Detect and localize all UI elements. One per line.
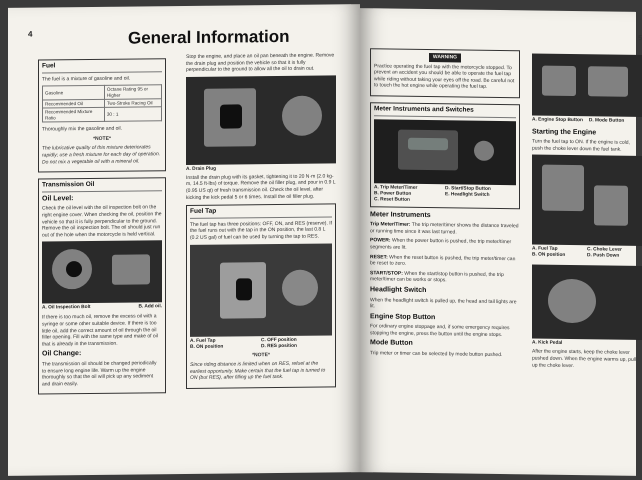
- meter-item-label: START/STOP:: [370, 269, 403, 277]
- choke-captions: [532, 247, 642, 261]
- table-row: [43, 107, 162, 122]
- caption-drain-plug: A. Drain Plug: [186, 166, 217, 172]
- engine-stop-text: For ordinary engine stoppage and, if some emergency requires stopping the engine, press the button until the engine stops.: [370, 323, 510, 338]
- oil-level-text: Check the oil level with the oil inspection bolt on the right engine cover. When checking the oil, position the vehicle so that it is fully perpendicular to the ground. Remove the oil inspection bolt. The oil should just run out of the hole when the motorcycle is held vertical.: [42, 204, 162, 239]
- caption-headlight-switch: E. Headlight Switch: [445, 191, 490, 198]
- headlight-heading: Headlight Switch: [370, 286, 427, 294]
- caption-add-oil: B. Add oil.: [138, 304, 162, 310]
- oil-change-heading: Oil Change:: [42, 350, 82, 358]
- choke-photo: [532, 155, 642, 247]
- caption-engine-stop: A. Engine Stop Button: [532, 117, 583, 123]
- caption-push-down: D. Push Down: [587, 253, 620, 260]
- caption-fuel-tap: A. Fuel Tap: [190, 338, 216, 344]
- fuel-tap-note: Since riding distance is limited when on RES, refuel at the earliest opportunity. Make certain that the fuel tap is turned to ON (but RES), after filling up the fuel tank.: [190, 360, 326, 382]
- fuel-tap-note-label: *NOTE*: [252, 351, 270, 358]
- caption-mode-button: D. Mode Button: [588, 117, 625, 124]
- headlight-text: When the headlight switch is pulled up, the head and tail lights are lit.: [370, 296, 517, 310]
- meter-heading: Meter Instruments and Switches: [374, 106, 516, 118]
- fuel-spec-table: [42, 84, 162, 122]
- fuel-section: [38, 58, 166, 173]
- mix-text: Thoroughly mix the gasoline and oil.: [42, 125, 123, 133]
- caption-power-button: B. Power Button: [374, 190, 412, 197]
- fuel-tap-heading: Fuel Tap: [190, 208, 332, 219]
- oil-level-heading: Oil Level:: [42, 194, 74, 203]
- warning-text: Practice operating the fuel tap with the motorcycle stopped. To prevent an accident you should be able to operate the fuel tap while riding without taking your eyes off the road. Be careful not to touch the hot engine while operating the fuel tap.: [374, 62, 515, 91]
- meter-item-label: RESET:: [370, 253, 388, 260]
- meter-item-text: The trip meter/timer shows the distance traveled or running time since it was last turned.: [370, 221, 519, 236]
- table-row: [43, 85, 162, 100]
- mode-text: Trip meter or timer can be selected by mode button pushed.: [370, 350, 503, 359]
- meter-item-text: When the reset button is pushed, the trip meter/timer can be reset to zero.: [370, 254, 516, 267]
- meter-item-label: Trip Meter/Timer:: [370, 221, 411, 228]
- transmission-oil-section: [38, 177, 166, 394]
- warning-box: [370, 48, 520, 98]
- left-column: [38, 58, 166, 395]
- spec-value: 30 : 1: [104, 107, 161, 121]
- fuel-note: The lubricative quality of this mixture deteriorates rapidly; use a fresh mixture for each day of operation. Do not mix a vegetable oil with a mineral oil.: [42, 144, 161, 166]
- note-label: *NOTE*: [93, 135, 111, 142]
- drain-steps: Install the drain plug with its gasket, tightening it to 20 N·m (2.0 kg-m, 14.5 ft-lbs) of torque. Remove the oil filler plug, and pour in 0.9 L (0.95 US qt) of fresh transmission oil. Check the oil level, after kicking the kick pedal 5 or 6 times. Install the oil filler plug.: [186, 173, 336, 201]
- fuel-heading: Fuel: [42, 62, 162, 73]
- meter-instruments-heading: Meter Instruments: [370, 210, 431, 219]
- meter-item: [370, 270, 520, 285]
- fuel-tap-text: The fuel tap has three positions: OFF, ON, and RES (reserve). If the fuel runs out with the tap in the ON position, the last 0.8 L (0.2 US gal) of fuel can be used by turning the tap to RES.: [190, 220, 333, 241]
- starting-text: Turn the fuel tap to ON. If the engine is cold, push the choke lever down the fuel tank.: [532, 138, 630, 153]
- oil-level-text-2: If there is too much oil, remove the excess oil with a syringe or some other suitable device. If there is too little oil, add the correct amount of oil through the oil filler opening. Fill with the same type and make of oil that is already in the transmission.: [42, 313, 158, 348]
- right-column: [186, 52, 336, 388]
- fuel-intro: The fuel is a mixture of gasoline and oil.: [42, 75, 131, 83]
- oil-inspection-photo: [42, 241, 162, 304]
- drain-intro: Stop the engine, and place an oil pan beneath the engine. Remove the drain plug and position the vehicle so that it is fully perpendicular to the ground to allow all the oil to drain out.: [186, 52, 335, 74]
- caption-on-position: B. ON position: [190, 344, 224, 350]
- caption-trip-meter: A. Trip Meter/Timer: [374, 184, 418, 191]
- meter-item: [370, 238, 520, 253]
- spec-value: Octane Rating 95 or Higher: [104, 85, 161, 99]
- spec-value: Two-Stroke Racing Oil: [104, 99, 161, 108]
- mode-heading: Mode Button: [370, 339, 413, 348]
- drain-plug-photo: [186, 75, 336, 165]
- oil-captions: [42, 305, 162, 312]
- caption-on-position-2: B. ON position: [532, 252, 566, 259]
- caption-start-stop: D. Start/Stop Button: [445, 185, 491, 192]
- caption-kick-pedal: A. Kick Pedal: [532, 340, 563, 347]
- fuel-tap-section: [186, 204, 336, 389]
- meter-captions: [374, 185, 516, 205]
- meter-item-label: POWER:: [370, 237, 391, 244]
- page-mark: 5: [638, 34, 642, 43]
- transmission-oil-heading: Transmission Oil: [42, 181, 162, 192]
- kick-text: After the engine starts, keep the choke lever pushed down. When the engine warms up, pull up the choke lever.: [532, 348, 636, 369]
- caption-oil-inspection-bolt: A. Oil Inspection Bolt: [42, 305, 91, 311]
- oil-change-text: The transmission oil should be changed periodically to ensure long engine life. Warm up the engine thoroughly so that the oil will pick up any sediment and drain easily.: [42, 360, 157, 388]
- page-title: General Information: [128, 26, 290, 48]
- meter-item: [370, 254, 520, 269]
- caption-fuel-tap-2: A. Fuel Tap: [532, 246, 558, 253]
- spec-key: Recommended Mixture Ratio: [43, 108, 105, 122]
- left-page: [8, 4, 360, 476]
- fuel-tap-captions: [190, 337, 332, 350]
- kick-pedal-photo: [532, 265, 642, 341]
- engine-stop-heading: Engine Stop Button: [370, 312, 436, 321]
- starting-heading: Starting the Engine: [532, 128, 597, 136]
- fuel-tap-photo: [190, 243, 332, 336]
- caption-off-position: C. OFF position: [261, 337, 297, 343]
- meter-item: [370, 221, 520, 236]
- caption-reset-button: C. Reset Button: [374, 196, 410, 203]
- page-number: 4: [28, 29, 33, 39]
- meter-section: [370, 102, 520, 209]
- caption-choke-lever: C. Choke Lever: [587, 247, 622, 254]
- warning-label: WARNING: [429, 53, 461, 62]
- spec-key: Gasoline: [43, 86, 105, 100]
- meter-item-text: When the start/stop button is pushed, the trip meter/timer can be works or stops.: [370, 270, 504, 284]
- handlebar-captions: [532, 117, 642, 125]
- caption-res-position: D. RES position: [261, 343, 297, 349]
- meter-photo: [374, 119, 516, 185]
- meter-item-text: When the power button is pushed, the trip meter/timer segments are lit.: [370, 237, 512, 251]
- handlebar-photo: [532, 53, 642, 117]
- right-page-main-column: [370, 48, 520, 362]
- right-page-side-column: [532, 34, 642, 373]
- spec-key: Recommended Oil: [43, 99, 105, 108]
- right-page: [360, 8, 642, 476]
